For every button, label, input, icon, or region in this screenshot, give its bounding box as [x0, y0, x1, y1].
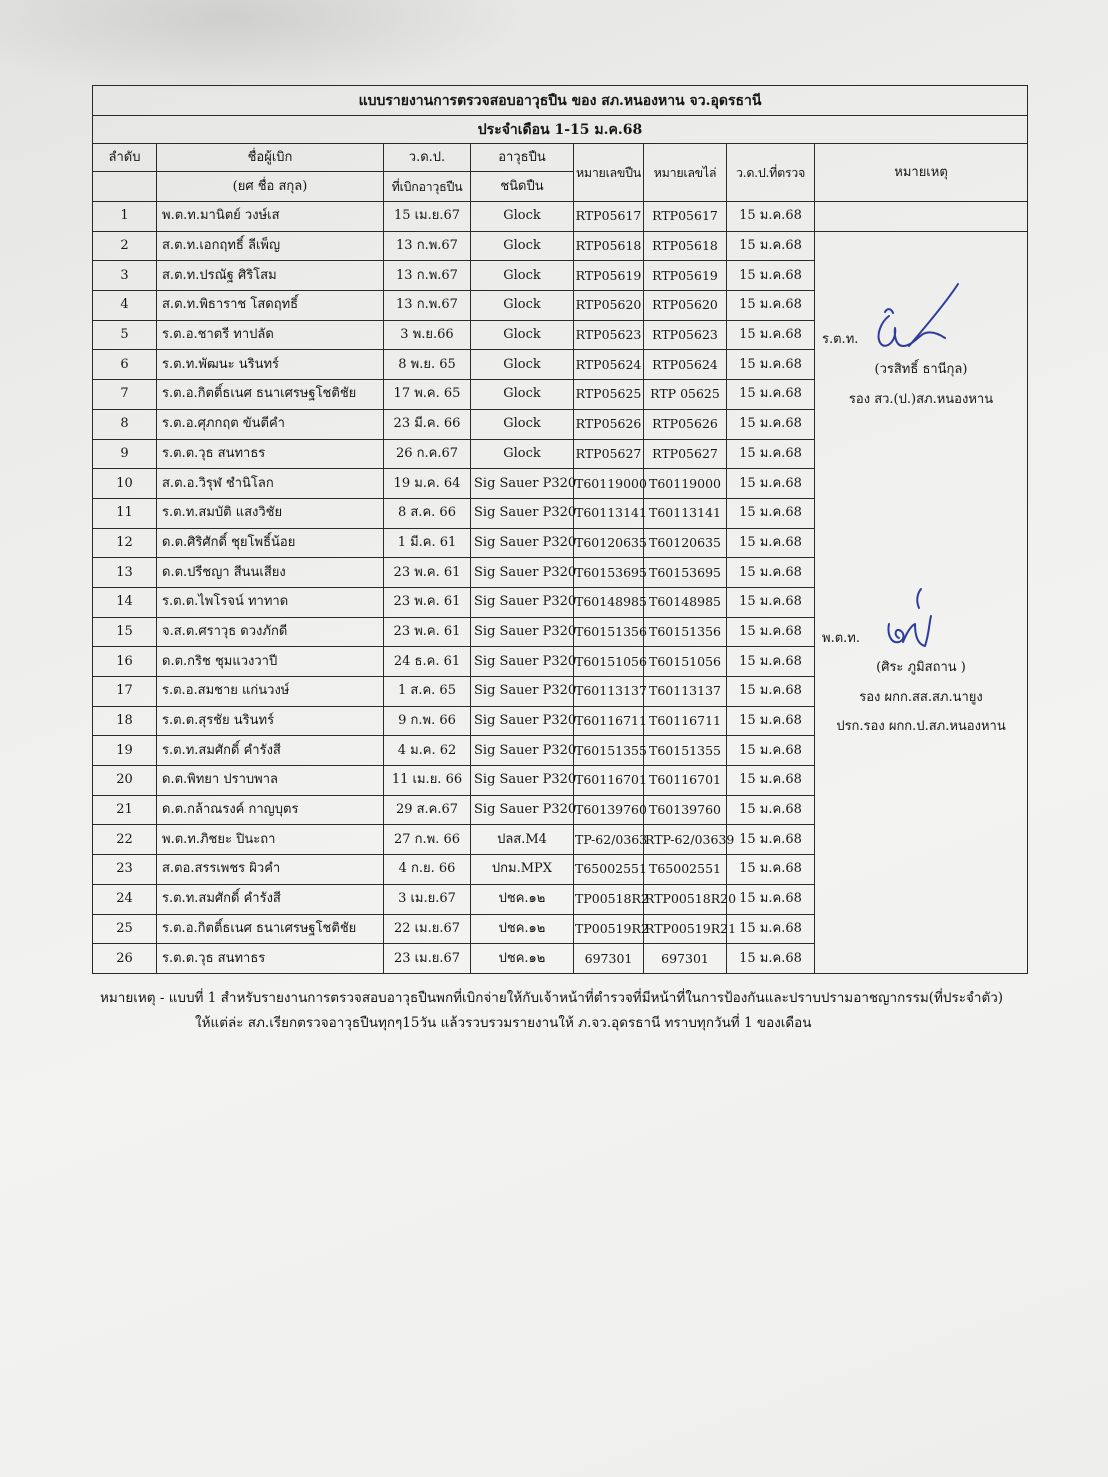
serial-number-cell: RTP05618	[644, 231, 727, 261]
requester-name-cell: ด.ต.พิทยา ปราบพาล	[157, 766, 384, 796]
serial-number-cell: RTP05624	[644, 350, 727, 380]
header-inspection-date: ว.ด.ป.ที่ตรวจ	[727, 144, 815, 202]
table-row	[93, 231, 1028, 261]
remarks-signature-block	[815, 232, 1027, 973]
requester-name-cell: ร.ต.ต.วุธ สนทาธร	[157, 944, 384, 974]
weapon-type-cell: Sig Sauer P320	[471, 528, 574, 558]
gun-number-cell: T60148985	[574, 587, 644, 617]
serial-number-cell: T65002551	[644, 855, 727, 885]
weapon-type-cell: ปชค.๑๒	[471, 914, 574, 944]
weapon-type-cell: Sig Sauer P320	[471, 795, 574, 825]
issue-date-cell: 29 ส.ค.67	[384, 795, 471, 825]
weapon-type-cell: Glock	[471, 380, 574, 410]
gun-number-cell: RTP05617	[574, 202, 644, 232]
issue-date-cell: 26 ก.ค.67	[384, 439, 471, 469]
serial-number-cell: T60151356	[644, 617, 727, 647]
row-number-cell: 4	[93, 291, 157, 321]
inspection-date-cell: 15 ม.ค.68	[727, 439, 815, 469]
header-serial-number: หมายเลขไล่	[644, 144, 727, 202]
inspection-date-cell: 15 ม.ค.68	[727, 380, 815, 410]
weapon-type-cell: Glock	[471, 320, 574, 350]
issue-date-cell: 4 ม.ค. 62	[384, 736, 471, 766]
row-number-cell: 25	[93, 914, 157, 944]
requester-name-cell: ร.ต.อ.กิตติ์ธเนศ ธนาเศรษฐโชติชัย	[157, 380, 384, 410]
issue-date-cell: 13 ก.พ.67	[384, 291, 471, 321]
serial-number-cell: RTP05627	[644, 439, 727, 469]
firearm-inspection-table	[92, 85, 1028, 974]
inspection-date-cell: 15 ม.ค.68	[727, 231, 815, 261]
inspection-date-cell: 15 ม.ค.68	[727, 855, 815, 885]
requester-name-cell: ด.ต.กล้าณรงค์ กาญบุตร	[157, 795, 384, 825]
serial-number-cell: RTP05619	[644, 261, 727, 291]
weapon-type-cell: ปลส.M4	[471, 825, 574, 855]
row-number-cell: 12	[93, 528, 157, 558]
footer-note-line-2: ให้แต่ล่ะ สภ.เรียกตรวจอาวุธปืนทุกๆ15วัน แล้วรวบรวมรายงานให้ ภ.จว.อุดรธานี ทราบทุกวันที่ 1 ของเดือน	[195, 1014, 812, 1031]
row-number-cell: 18	[93, 706, 157, 736]
requester-name-cell: ร.ต.อ.ศุภกฤต ขันตีคำ	[157, 409, 384, 439]
report-title: แบบรายงานการตรวจสอบอาวุธปืน ของ สภ.หนองหาน จว.อุดรธานี	[93, 86, 1028, 116]
officer2-position: รอง ผกก.สส.สภ.นายูง	[859, 689, 983, 705]
row-number-cell: 5	[93, 320, 157, 350]
inspection-date-cell: 15 ม.ค.68	[727, 409, 815, 439]
issue-date-cell: 8 พ.ย. 65	[384, 350, 471, 380]
gun-number-cell: TP-62/0363	[574, 825, 644, 855]
row-number-cell: 21	[93, 795, 157, 825]
gun-number-cell: 697301	[574, 944, 644, 974]
weapon-type-cell: Sig Sauer P320	[471, 736, 574, 766]
requester-name-cell: ร.ต.ต.ไพโรจน์ ทาทาด	[157, 587, 384, 617]
header-remark: หมายเหตุ	[815, 144, 1028, 202]
requester-name-cell: ส.ตอ.สรรเพชร ผิวคำ	[157, 855, 384, 885]
inspection-date-cell: 15 ม.ค.68	[727, 528, 815, 558]
weapon-type-cell: Glock	[471, 291, 574, 321]
serial-number-cell: T60113141	[644, 498, 727, 528]
requester-name-cell: ร.ต.อ.ชาตรี ทาปลัด	[157, 320, 384, 350]
serial-number-cell: T60116701	[644, 766, 727, 796]
serial-number-cell: T60113137	[644, 677, 727, 707]
gun-number-cell: RTP05627	[574, 439, 644, 469]
header-issue-date-sub: ที่เบิกอาวุธปืน	[384, 172, 471, 202]
gun-number-cell: T60113141	[574, 498, 644, 528]
requester-name-cell: ด.ต.ปรีชญา สีนนเสียง	[157, 558, 384, 588]
serial-number-cell: RTP-62/03639	[644, 825, 727, 855]
requester-name-cell: พ.ต.ท.ภิชยะ ปินะถา	[157, 825, 384, 855]
serial-number-cell: RTP00518R20	[644, 884, 727, 914]
gun-number-cell: T60116701	[574, 766, 644, 796]
weapon-type-cell: ปชค.๑๒	[471, 944, 574, 974]
requester-name-cell: ด.ต.กริช ชุมแวงวาปี	[157, 647, 384, 677]
report-period: ประจำเดือน 1-15 ม.ค.68	[93, 116, 1028, 144]
requester-name-cell: ร.ต.ต.วุธ สนทาธร	[157, 439, 384, 469]
row-number-cell: 7	[93, 380, 157, 410]
header-row-number-blank	[93, 172, 157, 202]
gun-number-cell: RTP05619	[574, 261, 644, 291]
inspection-date-cell: 15 ม.ค.68	[727, 736, 815, 766]
weapon-type-cell: Sig Sauer P320	[471, 677, 574, 707]
issue-date-cell: 3 พ.ย.66	[384, 320, 471, 350]
gun-number-cell: TP00519R2	[574, 914, 644, 944]
row-number-cell: 11	[93, 498, 157, 528]
weapon-type-cell: Glock	[471, 261, 574, 291]
gun-number-cell: RTP05624	[574, 350, 644, 380]
requester-name-cell: พ.ต.ท.มานิตย์ วงษ์เส	[157, 202, 384, 232]
inspection-date-cell: 15 ม.ค.68	[727, 766, 815, 796]
inspection-date-cell: 15 ม.ค.68	[727, 706, 815, 736]
header-issue-date: ว.ด.ป.	[384, 144, 471, 172]
requester-name-cell: ส.ต.ท.เอกฤทธิ์ ลีเพ็ญ	[157, 231, 384, 261]
gun-number-cell: RTP05623	[574, 320, 644, 350]
gun-number-cell: TP00518R2	[574, 884, 644, 914]
issue-date-cell: 15 เม.ย.67	[384, 202, 471, 232]
issue-date-cell: 4 ก.ย. 66	[384, 855, 471, 885]
inspection-date-cell: 15 ม.ค.68	[727, 914, 815, 944]
requester-name-cell: ส.ต.ท.ปรณัฐ ศิริโสม	[157, 261, 384, 291]
weapon-type-cell: Sig Sauer P320	[471, 647, 574, 677]
serial-number-cell: RTP 05625	[644, 380, 727, 410]
officer2-rank: พ.ต.ท.	[822, 630, 860, 646]
inspection-date-cell: 15 ม.ค.68	[727, 795, 815, 825]
gun-number-cell: T60151355	[574, 736, 644, 766]
weapon-type-cell: ปชค.๑๒	[471, 884, 574, 914]
requester-name-cell: ร.ต.ท.พัฒนะ นรินทร์	[157, 350, 384, 380]
row-number-cell: 6	[93, 350, 157, 380]
officer2-position-2: ปรก.รอง ผกก.ป.สภ.หนองหาน	[836, 718, 1006, 734]
issue-date-cell: 23 พ.ค. 61	[384, 587, 471, 617]
gun-number-cell: T60120635	[574, 528, 644, 558]
gun-number-cell: RTP05618	[574, 231, 644, 261]
inspection-date-cell: 15 ม.ค.68	[727, 617, 815, 647]
inspection-date-cell: 15 ม.ค.68	[727, 558, 815, 588]
weapon-type-cell: Sig Sauer P320	[471, 617, 574, 647]
row-number-cell: 1	[93, 202, 157, 232]
row-number-cell: 19	[93, 736, 157, 766]
officer1-position: รอง สว.(ป.)สภ.หนองหาน	[848, 391, 994, 407]
report-sheet	[92, 85, 1028, 1032]
issue-date-cell: 23 พ.ค. 61	[384, 617, 471, 647]
gun-number-cell: RTP05626	[574, 409, 644, 439]
officer1-name: (วรสิทธิ์ ธานีกุล)	[874, 361, 968, 377]
gun-number-cell: RTP05625	[574, 380, 644, 410]
row-number-cell: 8	[93, 409, 157, 439]
issue-date-cell: 23 มี.ค. 66	[384, 409, 471, 439]
inspection-date-cell: 15 ม.ค.68	[727, 291, 815, 321]
header-requester-name-sub: (ยศ ชื่อ สกุล)	[157, 172, 384, 202]
issue-date-cell: 3 เม.ย.67	[384, 884, 471, 914]
weapon-type-cell: Sig Sauer P320	[471, 706, 574, 736]
issue-date-cell: 8 ส.ค. 66	[384, 498, 471, 528]
inspection-date-cell: 15 ม.ค.68	[727, 825, 815, 855]
footer-note-line-1: หมายเหตุ - แบบที่ 1 สำหรับรายงานการตรวจสอบอาวุธปืนพกที่เบิกจ่ายให้กับเจ้าหน้าที่ตำรวจที่มีหน้าที่ในการป้องกันและปราบปรามอาชญากรรม(ที่ประจำตัว)	[100, 989, 1004, 1006]
inspection-date-cell: 15 ม.ค.68	[727, 884, 815, 914]
requester-name-cell: จ.ส.ต.ศราวุธ ดวงภักดี	[157, 617, 384, 647]
weapon-type-cell: Sig Sauer P320	[471, 558, 574, 588]
weapon-type-cell: ปกม.MPX	[471, 855, 574, 885]
serial-number-cell: RTP05620	[644, 291, 727, 321]
requester-name-cell: ร.ต.ท.สมศักดิ์ คำรังสี	[157, 736, 384, 766]
weapon-type-cell: Glock	[471, 231, 574, 261]
serial-number-cell: T60139760	[644, 795, 727, 825]
serial-number-cell: T60116711	[644, 706, 727, 736]
weapon-type-cell: Sig Sauer P320	[471, 766, 574, 796]
footer-note	[92, 989, 1028, 1032]
weapon-type-cell: Glock	[471, 350, 574, 380]
inspection-date-cell: 15 ม.ค.68	[727, 944, 815, 974]
row-number-cell: 10	[93, 469, 157, 499]
issue-date-cell: 13 ก.พ.67	[384, 231, 471, 261]
inspection-date-cell: 15 ม.ค.68	[727, 587, 815, 617]
serial-number-cell: T60151056	[644, 647, 727, 677]
title-row	[93, 86, 1028, 116]
header-requester-name: ชื่อผู้เบิก	[157, 144, 384, 172]
inspection-date-cell: 15 ม.ค.68	[727, 350, 815, 380]
requester-name-cell: ร.ต.ต.สุรชัย นรินทร์	[157, 706, 384, 736]
gun-number-cell: T60151356	[574, 617, 644, 647]
issue-date-cell: 1 ส.ค. 65	[384, 677, 471, 707]
row-number-cell: 14	[93, 587, 157, 617]
remark-cell	[815, 202, 1028, 232]
inspection-date-cell: 15 ม.ค.68	[727, 261, 815, 291]
serial-number-cell: RTP05617	[644, 202, 727, 232]
issue-date-cell: 22 เม.ย.67	[384, 914, 471, 944]
row-number-cell: 26	[93, 944, 157, 974]
remark-merged-cell	[815, 231, 1028, 973]
gun-number-cell: T65002551	[574, 855, 644, 885]
serial-number-cell: T60148985	[644, 587, 727, 617]
row-number-cell: 17	[93, 677, 157, 707]
weapon-type-cell: Glock	[471, 409, 574, 439]
officer2-signature	[881, 584, 939, 650]
serial-number-cell: T60151355	[644, 736, 727, 766]
row-number-cell: 15	[93, 617, 157, 647]
inspection-date-cell: 15 ม.ค.68	[727, 647, 815, 677]
inspection-date-cell: 15 ม.ค.68	[727, 202, 815, 232]
issue-date-cell: 24 ธ.ค. 61	[384, 647, 471, 677]
row-number-cell: 16	[93, 647, 157, 677]
issue-date-cell: 1 มี.ค. 61	[384, 528, 471, 558]
row-number-cell: 22	[93, 825, 157, 855]
weapon-type-cell: Sig Sauer P320	[471, 469, 574, 499]
header-weapon: อาวุธปืน	[471, 144, 574, 172]
issue-date-cell: 23 พ.ค. 61	[384, 558, 471, 588]
requester-name-cell: ส.ต.ท.พิธาราช โสดฤทธิ์	[157, 291, 384, 321]
officer1-signature	[863, 276, 975, 362]
inspection-date-cell: 15 ม.ค.68	[727, 469, 815, 499]
inspection-date-cell: 15 ม.ค.68	[727, 320, 815, 350]
row-number-cell: 20	[93, 766, 157, 796]
gun-number-cell: RTP05620	[574, 291, 644, 321]
row-number-cell: 3	[93, 261, 157, 291]
table-row	[93, 202, 1028, 232]
serial-number-cell: T60119000	[644, 469, 727, 499]
header-row-1	[93, 144, 1028, 172]
row-number-cell: 24	[93, 884, 157, 914]
officer2-name: (ศิระ ภูมิสถาน )	[876, 659, 966, 675]
requester-name-cell: ร.ต.อ.กิตติ์ธเนศ ธนาเศรษฐโชติชัย	[157, 914, 384, 944]
row-number-cell: 9	[93, 439, 157, 469]
requester-name-cell: ร.ต.ท.สมศักดิ์ คำรังสี	[157, 884, 384, 914]
serial-number-cell: RTP05626	[644, 409, 727, 439]
gun-number-cell: T60153695	[574, 558, 644, 588]
header-row-number: ลำดับ	[93, 144, 157, 172]
issue-date-cell: 17 พ.ค. 65	[384, 380, 471, 410]
issue-date-cell: 27 ก.พ. 66	[384, 825, 471, 855]
weapon-type-cell: Glock	[471, 202, 574, 232]
serial-number-cell: 697301	[644, 944, 727, 974]
row-number-cell: 13	[93, 558, 157, 588]
period-row	[93, 116, 1028, 144]
table-body	[93, 202, 1028, 974]
gun-number-cell: T60139760	[574, 795, 644, 825]
inspection-date-cell: 15 ม.ค.68	[727, 498, 815, 528]
officer1-rank: ร.ต.ท.	[822, 331, 859, 347]
inspection-date-cell: 15 ม.ค.68	[727, 677, 815, 707]
header-gun-number: หมายเลขปืน	[574, 144, 644, 202]
issue-date-cell: 11 เม.ย. 66	[384, 766, 471, 796]
serial-number-cell: RTP00519R21	[644, 914, 727, 944]
gun-number-cell: T60119000	[574, 469, 644, 499]
gun-number-cell: T60116711	[574, 706, 644, 736]
row-number-cell: 2	[93, 231, 157, 261]
serial-number-cell: RTP05623	[644, 320, 727, 350]
header-weapon-sub: ชนิดปืน	[471, 172, 574, 202]
issue-date-cell: 23 เม.ย.67	[384, 944, 471, 974]
row-number-cell: 23	[93, 855, 157, 885]
issue-date-cell: 9 ก.พ. 66	[384, 706, 471, 736]
requester-name-cell: ส.ต.อ.วิรุฬ ชำนิโลก	[157, 469, 384, 499]
issue-date-cell: 13 ก.พ.67	[384, 261, 471, 291]
gun-number-cell: T60113137	[574, 677, 644, 707]
serial-number-cell: T60120635	[644, 528, 727, 558]
requester-name-cell: ร.ต.ท.สมบัติ แสงวิชัย	[157, 498, 384, 528]
requester-name-cell: ด.ต.ศิริศักดิ์ ชุยโพธิ์น้อย	[157, 528, 384, 558]
weapon-type-cell: Glock	[471, 439, 574, 469]
weapon-type-cell: Sig Sauer P320	[471, 498, 574, 528]
serial-number-cell: T60153695	[644, 558, 727, 588]
issue-date-cell: 19 ม.ค. 64	[384, 469, 471, 499]
weapon-type-cell: Sig Sauer P320	[471, 587, 574, 617]
requester-name-cell: ร.ต.อ.สมชาย แก่นวงษ์	[157, 677, 384, 707]
gun-number-cell: T60151056	[574, 647, 644, 677]
